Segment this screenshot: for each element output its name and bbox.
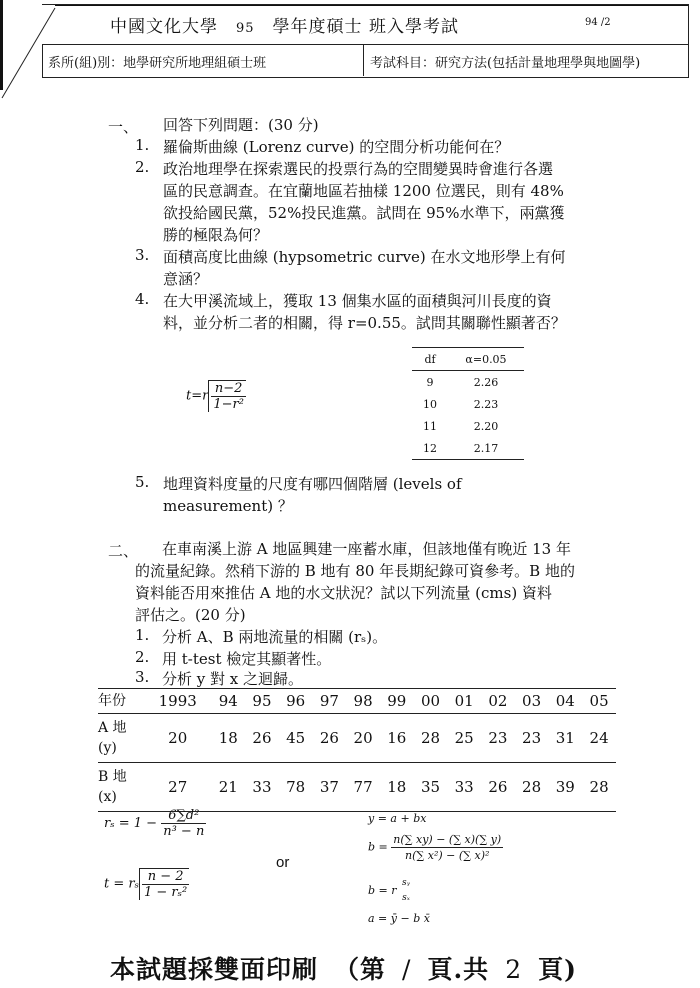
value-cell: 2.26 (473, 375, 499, 389)
page-total: 2 (505, 955, 523, 984)
question-5-line: 地理資料度量的尺度有哪四個階層 (levels of (163, 475, 462, 493)
fraction-denominator: 1−r² (213, 397, 244, 412)
value-cell: 16 (380, 714, 414, 763)
value-cell: 23 (481, 714, 515, 763)
value-cell: 28 (515, 763, 549, 812)
site-name: B 地 (98, 769, 127, 785)
value-cell: 23 (515, 714, 549, 763)
fraction-numerator: n − 2 (142, 869, 189, 885)
fraction-numerator: 6∑d² (161, 808, 206, 824)
task-1-text: 分析 A、B 兩地流量的相關 (rₛ)。 (162, 628, 388, 646)
year-cell: 04 (548, 689, 582, 714)
value-cell: 27 (144, 763, 211, 812)
year-cell: 95 (245, 689, 279, 714)
question-4-line: 在大甲溪流域上，獲取 13 個集水區的面積與河川長度的資 (163, 292, 552, 310)
value-cell: 2.20 (473, 419, 499, 433)
print-note: 本試題採雙面印刷 (110, 955, 319, 984)
sqrt-sign (208, 380, 246, 412)
slope-alt-formula (368, 876, 412, 906)
sqrt-sign (139, 868, 189, 900)
df-cell: 11 (423, 419, 437, 433)
exam-code: 94 /2 (585, 17, 611, 28)
task-1-number: 1. (135, 626, 150, 644)
question-1-number: 1. (135, 136, 150, 154)
value-cell: 78 (279, 763, 313, 812)
question-2-line: 欲投給國民黨，52%投民進黨。試問在 95%水準下，兩黨獲 (163, 204, 565, 222)
year-cell: 99 (380, 689, 414, 714)
year-cell: 98 (346, 689, 380, 714)
value-cell: 2.17 (448, 437, 524, 460)
table-row (412, 415, 524, 437)
fraction-denominator: n³ − n (163, 824, 205, 839)
year-cell: 01 (447, 689, 481, 714)
site-a-label (98, 714, 144, 763)
value-cell: 35 (414, 763, 448, 812)
t-formula (186, 380, 246, 412)
exam-year: 95 (236, 21, 255, 36)
df-cell: 12 (412, 437, 448, 460)
year-cell: 02 (481, 689, 515, 714)
department-label: 系所(組)別 (48, 56, 111, 71)
section-1-number: 一、 (108, 118, 139, 136)
page-mid: 頁.共 (427, 955, 490, 984)
fraction-denominator: n(∑ x²) − (∑ x)² (405, 849, 490, 862)
task-3-number: 3. (135, 668, 150, 686)
department-field (48, 52, 266, 71)
value-cell: 37 (313, 763, 347, 812)
or-separator: or (276, 854, 290, 871)
fraction-denominator: 1 − rₛ² (143, 885, 188, 900)
section-1-title: 回答下列問題：(30 分) (163, 116, 319, 134)
question-3-line: 意涵？ (163, 270, 209, 288)
formula-eq: = (191, 388, 203, 404)
df-cell: 9 (426, 375, 434, 389)
value-cell: 77 (346, 763, 380, 812)
value-cell: 26 (481, 763, 515, 812)
year-cell: 97 (313, 689, 347, 714)
university-name: 中國文化大學 (110, 17, 218, 37)
question-2-line: 政治地理學在探索選民的投票行為的空間變異時會進行各選 (163, 160, 554, 178)
section-2-line: 評估之。(20 分) (135, 606, 246, 624)
subject-field (370, 52, 640, 71)
subject-value: ：研究方法(包括計量地理學與地圖學) (422, 56, 641, 71)
task-3-text: 分析 y 對 x 之迴歸。 (162, 670, 304, 688)
page-open: （第 (334, 955, 387, 984)
fraction (391, 832, 503, 863)
subject-label: 考試科目 (370, 56, 423, 71)
year-cell: 96 (279, 689, 313, 714)
table-row (412, 437, 524, 460)
intercept-formula: a = ȳ − b x̄ (368, 912, 430, 925)
value-cell: 26 (313, 714, 347, 763)
regression-equation: y = a + bx (368, 812, 427, 825)
variable-name: (y) (98, 740, 117, 756)
df-header: df (412, 348, 448, 371)
value-cell: 24 (582, 714, 616, 763)
variable-name: (x) (98, 789, 117, 805)
value-cell: 2.23 (473, 397, 499, 411)
table-row (412, 371, 524, 394)
value-cell: 31 (548, 714, 582, 763)
value-cell: 25 (447, 714, 481, 763)
question-3-line: 面積高度比曲線 (hypsometric curve) 在水文地形學上有何 (163, 248, 566, 266)
section-2-line: 在車南溪上游 A 地區興建一座蓄水庫，但該地僅有晚近 13 年 (162, 540, 571, 558)
formula-r: r (202, 388, 209, 404)
value-cell: 28 (582, 763, 616, 812)
spearman-formula (104, 808, 206, 839)
question-1-line: 羅倫斯曲線 (Lorenz curve) 的空間分析功能何在？ (163, 138, 510, 156)
value-cell: 18 (380, 763, 414, 812)
question-5-number: 5. (135, 473, 150, 491)
fraction (142, 869, 189, 900)
site-b-row (98, 763, 616, 812)
department-value: ：地學研究所地理組碩士班 (110, 56, 267, 71)
value-cell: 33 (447, 763, 481, 812)
fraction (211, 381, 246, 412)
year-cell: 94 (211, 689, 245, 714)
table-row (412, 393, 524, 415)
value-cell: 33 (245, 763, 279, 812)
formula-lhs: rₛ = 1 − (104, 816, 158, 831)
formula-lhs: b = (368, 840, 388, 854)
page-footer (110, 950, 577, 986)
value-cell: 26 (245, 714, 279, 763)
year-cell: 03 (515, 689, 549, 714)
site-a-row (98, 714, 616, 763)
task-2-text: 用 t-test 檢定其顯著性。 (162, 650, 332, 668)
fraction (161, 808, 206, 839)
year-cell: 05 (582, 689, 616, 714)
formula-lhs: t (186, 388, 192, 404)
fraction-denominator: sₓ (402, 893, 410, 903)
value-cell: 39 (548, 763, 582, 812)
task-2-number: 2. (135, 648, 150, 666)
exam-title-text: 學年度碩士 班入學考試 (272, 17, 459, 37)
site-b-label (98, 763, 144, 812)
critical-value-table (412, 347, 524, 460)
question-4-number: 4. (135, 290, 150, 308)
question-2-line: 勝的極限為何？ (163, 226, 269, 244)
fraction (400, 876, 412, 906)
question-2-line: 區的民意調查。在宜蘭地區若抽樣 1200 位選民，則有 48% (163, 182, 564, 200)
value-cell: 20 (346, 714, 380, 763)
section-2-line: 的流量紀錄。然稍下游的 B 地有 80 年長期紀錄可資參考。B 地的 (135, 562, 575, 580)
value-cell: 28 (414, 714, 448, 763)
page-number: / (402, 955, 412, 984)
year-label: 年份 (98, 689, 144, 714)
slope-formula (368, 832, 503, 863)
value-cell: 21 (211, 763, 245, 812)
year-cell: 00 (414, 689, 448, 714)
value-cell: 45 (279, 714, 313, 763)
formula-lhs: t = rₛ (104, 876, 139, 892)
question-2-number: 2. (135, 158, 150, 176)
section-2-line: 資料能否用來推估 A 地的水文狀況？試以下列流量 (cms) 資料 (135, 584, 552, 602)
exam-title (110, 12, 630, 37)
year-header-row (98, 689, 616, 714)
section-2-number: 二、 (108, 542, 139, 560)
df-cell: 10 (423, 397, 437, 411)
header-divider (363, 44, 364, 76)
fraction-numerator: n−2 (211, 381, 246, 397)
t-test-formula (104, 868, 189, 900)
question-3-number: 3. (135, 246, 150, 264)
formula-lhs: b = r (368, 884, 397, 897)
value-cell: 20 (144, 714, 211, 763)
flow-data-table (98, 688, 616, 812)
alpha-header: α=0.05 (448, 348, 524, 371)
fraction-numerator: n(∑ xy) − (∑ x)(∑ y) (393, 833, 502, 846)
question-5-line: measurement) ？ (163, 497, 293, 515)
fraction-numerator: sᵧ (402, 878, 411, 888)
year-cell: 1993 (144, 689, 211, 714)
page-close: 頁) (538, 955, 577, 984)
site-name: A 地 (98, 720, 127, 736)
question-4-line: 料，並分析二者的相關，得 r=0.55。試問其關聯性顯著否？ (163, 314, 566, 332)
value-cell: 18 (211, 714, 245, 763)
